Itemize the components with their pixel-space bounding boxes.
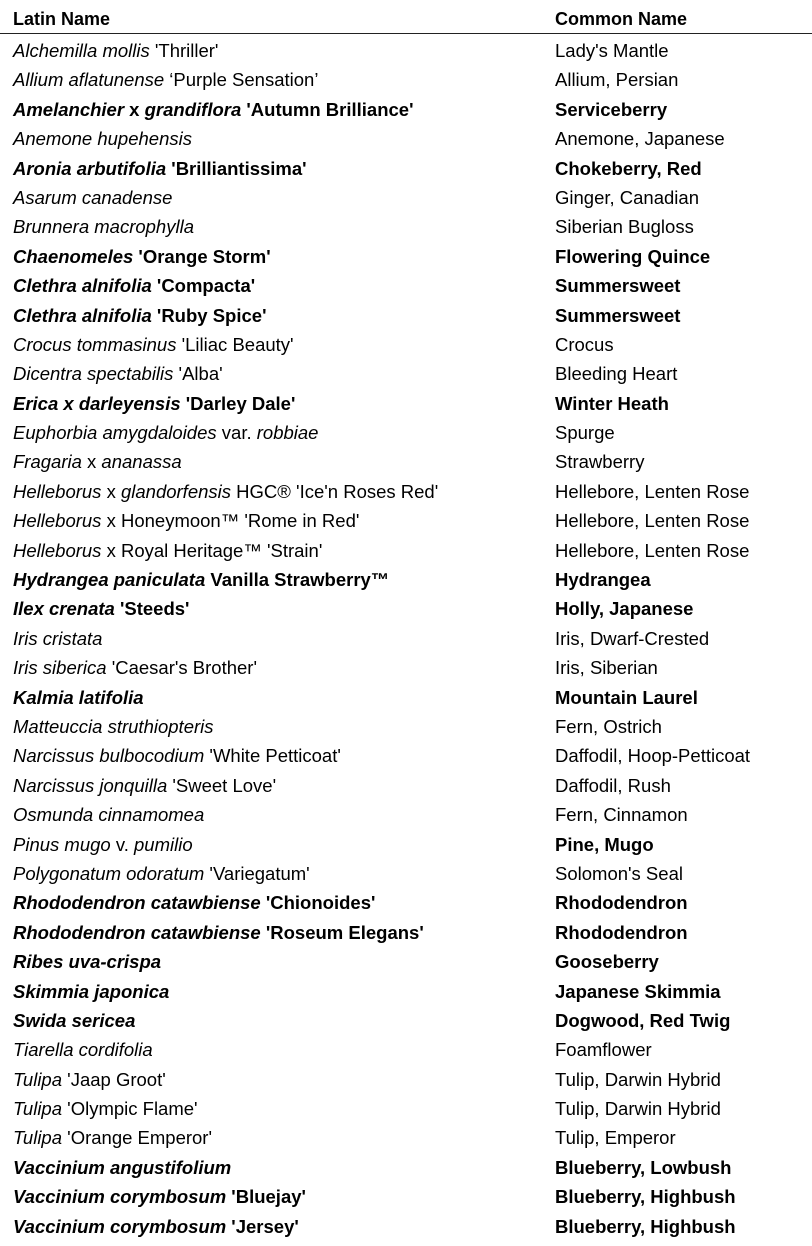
table-row bbox=[0, 242, 812, 271]
latin-name-text: v. bbox=[110, 833, 134, 855]
latin-name-cell bbox=[13, 536, 322, 565]
latin-name-text: x Royal Heritage™ 'Strain' bbox=[101, 539, 323, 561]
table-row bbox=[0, 506, 812, 535]
table-row bbox=[0, 741, 812, 770]
latin-name-cell bbox=[13, 771, 276, 800]
latin-name-text: 'Roseum Elegans' bbox=[260, 921, 424, 943]
latin-name-header: Latin Name bbox=[13, 9, 111, 29]
latin-name-cell bbox=[13, 183, 172, 212]
table-row bbox=[0, 212, 812, 241]
latin-name-cell bbox=[13, 418, 318, 447]
latin-name-italic: pumilio bbox=[134, 833, 193, 855]
table-row bbox=[0, 1065, 812, 1094]
latin-name-text: x bbox=[101, 480, 121, 502]
latin-name-italic: Helleborus bbox=[13, 480, 102, 502]
table-row bbox=[0, 389, 812, 418]
latin-name-cell bbox=[13, 154, 307, 183]
latin-name-text: 'Steeds' bbox=[114, 598, 190, 620]
latin-name-cell bbox=[13, 565, 389, 594]
latin-name-cell bbox=[13, 65, 318, 94]
latin-name-cell bbox=[13, 1006, 135, 1035]
latin-name-text: var. bbox=[216, 422, 257, 444]
table-row bbox=[0, 330, 812, 359]
latin-name-italic: Aronia arbutifolia bbox=[13, 157, 167, 179]
common-name-cell: Summersweet bbox=[555, 275, 681, 297]
table-row bbox=[0, 447, 812, 476]
latin-name-cell bbox=[13, 301, 266, 330]
latin-name-cell bbox=[13, 947, 161, 976]
latin-name-italic: Vaccinium corymbosum bbox=[13, 1186, 227, 1208]
table-row bbox=[0, 95, 812, 124]
latin-name-cell bbox=[13, 389, 295, 418]
latin-name-italic: Helleborus bbox=[13, 510, 102, 532]
common-name-cell: Mountain Laurel bbox=[555, 686, 698, 708]
latin-name-italic: Allium aflatunense bbox=[13, 69, 165, 91]
latin-name-cell bbox=[13, 653, 257, 682]
common-name-cell: Rhododendron bbox=[555, 892, 688, 914]
latin-name-text: 'Ruby Spice' bbox=[151, 304, 267, 326]
table-row bbox=[0, 653, 812, 682]
latin-name-text: 'Jaap Groot' bbox=[62, 1068, 166, 1090]
latin-name-italic: Fragaria bbox=[13, 451, 82, 473]
common-name-cell: Spurge bbox=[555, 422, 615, 444]
table-row bbox=[0, 418, 812, 447]
common-name-cell: Tulip, Darwin Hybrid bbox=[555, 1068, 721, 1090]
table-row bbox=[0, 918, 812, 947]
common-name-cell: Daffodil, Hoop-Petticoat bbox=[555, 745, 751, 767]
latin-name-italic: Amelanchier bbox=[13, 98, 125, 120]
table-row bbox=[0, 65, 812, 94]
latin-name-text: 'Compacta' bbox=[151, 275, 256, 297]
latin-name-text: 'Orange Storm' bbox=[133, 245, 271, 267]
table-row bbox=[0, 771, 812, 800]
latin-name-italic: grandiflora bbox=[144, 98, 242, 120]
latin-name-cell bbox=[13, 977, 169, 1006]
table-row bbox=[0, 536, 812, 565]
latin-name-italic: Rhododendron catawbiense bbox=[13, 892, 261, 914]
latin-name-cell bbox=[13, 888, 375, 917]
table-row bbox=[0, 36, 812, 65]
latin-name-italic: Euphorbia amygdaloides bbox=[13, 422, 217, 444]
latin-name-italic: Iris siberica bbox=[13, 657, 107, 679]
latin-name-italic: Tiarella cordifolia bbox=[13, 1039, 153, 1061]
latin-name-cell bbox=[13, 1153, 231, 1182]
latin-name-italic: robbiae bbox=[256, 422, 319, 444]
latin-name-text: 'Bluejay' bbox=[226, 1186, 306, 1208]
latin-name-cell bbox=[13, 36, 218, 65]
latin-name-italic: Polygonatum odoratum bbox=[13, 862, 205, 884]
latin-name-italic: Dicentra spectabilis bbox=[13, 363, 174, 385]
latin-name-text: 'Autumn Brilliance' bbox=[241, 98, 414, 120]
latin-name-cell bbox=[13, 1065, 166, 1094]
table-row bbox=[0, 359, 812, 388]
table-row bbox=[0, 830, 812, 859]
table-row bbox=[0, 624, 812, 653]
table-row bbox=[0, 477, 812, 506]
latin-name-text: 'Orange Emperor' bbox=[62, 1127, 213, 1149]
common-name-cell: Iris, Dwarf-Crested bbox=[555, 627, 710, 649]
common-name-cell: Summersweet bbox=[555, 304, 681, 326]
common-name-cell: Allium, Persian bbox=[555, 69, 679, 91]
latin-name-italic: Rhododendron catawbiense bbox=[13, 921, 261, 943]
latin-name-cell bbox=[13, 741, 341, 770]
latin-name-text: 'Sweet Love' bbox=[167, 774, 277, 796]
latin-name-italic: Alchemilla mollis bbox=[13, 40, 150, 61]
latin-name-cell bbox=[13, 1182, 306, 1211]
latin-name-cell bbox=[13, 330, 294, 359]
table-row bbox=[0, 1006, 812, 1035]
latin-name-cell bbox=[13, 1123, 212, 1152]
common-name-cell: Hellebore, Lenten Rose bbox=[555, 480, 750, 502]
latin-name-italic: Ilex crenata bbox=[13, 598, 115, 620]
table-row bbox=[0, 1212, 812, 1241]
latin-name-text: HGC® 'Ice'n Roses Red' bbox=[231, 480, 439, 502]
latin-name-cell bbox=[13, 242, 271, 271]
latin-name-cell bbox=[13, 359, 223, 388]
latin-name-cell bbox=[13, 1212, 299, 1241]
common-name-cell: Iris, Siberian bbox=[555, 657, 658, 679]
latin-name-text: x bbox=[81, 451, 102, 473]
latin-name-italic: Narcissus jonquilla bbox=[13, 774, 168, 796]
common-name-cell: Daffodil, Rush bbox=[555, 774, 671, 796]
latin-name-cell bbox=[13, 212, 194, 241]
common-name-header: Common Name bbox=[555, 9, 688, 29]
plant-table-body bbox=[0, 36, 812, 1241]
common-name-cell: Strawberry bbox=[555, 451, 645, 473]
latin-name-text: 'Variegatum' bbox=[204, 862, 310, 884]
latin-name-text: ‘Purple Sensation’ bbox=[164, 69, 319, 91]
latin-name-italic: Kalmia latifolia bbox=[13, 686, 144, 708]
latin-name-text: x Honeymoon™ 'Rome in Red' bbox=[101, 510, 360, 532]
latin-name-italic: Crocus tommasinus bbox=[13, 333, 177, 355]
latin-name-cell bbox=[13, 506, 359, 535]
latin-name-text: 'Darley Dale' bbox=[180, 392, 296, 414]
latin-name-italic: Tulipa bbox=[13, 1068, 63, 1090]
latin-name-italic: Vaccinium angustifolium bbox=[13, 1156, 232, 1178]
latin-name-italic: Anemone hupehensis bbox=[13, 128, 192, 150]
latin-name-cell bbox=[13, 447, 182, 476]
latin-name-cell bbox=[13, 800, 204, 829]
common-name-cell: Chokeberry, Red bbox=[555, 157, 702, 179]
table-row bbox=[0, 1123, 812, 1152]
latin-name-italic: Iris cristata bbox=[13, 627, 103, 649]
latin-name-cell bbox=[13, 594, 189, 623]
latin-name-cell bbox=[13, 1094, 198, 1123]
common-name-cell: Gooseberry bbox=[555, 951, 659, 973]
latin-name-italic: Helleborus bbox=[13, 539, 102, 561]
table-row bbox=[0, 977, 812, 1006]
latin-name-cell bbox=[13, 477, 438, 506]
latin-name-text: x bbox=[124, 98, 145, 120]
latin-name-italic: Brunnera macrophylla bbox=[13, 216, 194, 238]
common-name-cell: Tulip, Darwin Hybrid bbox=[555, 1098, 721, 1120]
latin-name-italic: Tulipa bbox=[13, 1098, 63, 1120]
table-row bbox=[0, 1035, 812, 1064]
latin-name-cell bbox=[13, 712, 214, 741]
latin-name-italic: Narcissus bulbocodium bbox=[13, 745, 205, 767]
common-name-cell: Winter Heath bbox=[555, 392, 669, 414]
table-row bbox=[0, 565, 812, 594]
common-name-cell: Serviceberry bbox=[555, 98, 668, 120]
common-name-cell: Blueberry, Highbush bbox=[555, 1215, 736, 1237]
latin-name-text: 'Alba' bbox=[173, 363, 223, 385]
latin-name-text: 'Chionoides' bbox=[260, 892, 376, 914]
table-row bbox=[0, 947, 812, 976]
common-name-cell: Rhododendron bbox=[555, 921, 688, 943]
latin-name-cell bbox=[13, 95, 414, 124]
common-name-cell: Foamflower bbox=[555, 1039, 652, 1061]
latin-name-italic: Clethra alnifolia bbox=[13, 304, 152, 326]
common-name-cell: Blueberry, Highbush bbox=[555, 1186, 736, 1208]
table-row bbox=[0, 800, 812, 829]
common-name-cell: Japanese Skimmia bbox=[555, 980, 721, 1002]
latin-name-text: 'Olympic Flame' bbox=[62, 1098, 198, 1120]
common-name-cell: Hellebore, Lenten Rose bbox=[555, 510, 750, 532]
latin-name-italic: Ribes uva-crispa bbox=[13, 951, 162, 973]
latin-name-italic: Chaenomeles bbox=[13, 245, 134, 267]
latin-name-text: 'Liliac Beauty' bbox=[176, 333, 294, 355]
latin-name-italic: Vaccinium corymbosum bbox=[13, 1215, 227, 1237]
common-name-cell: Pine, Mugo bbox=[555, 833, 654, 855]
common-name-cell: Blueberry, Lowbush bbox=[555, 1156, 732, 1178]
latin-name-text: 'Thriller' bbox=[149, 40, 219, 61]
latin-name-cell bbox=[13, 830, 193, 859]
latin-name-text: 'Jersey' bbox=[226, 1215, 299, 1237]
latin-name-italic: Skimmia japonica bbox=[13, 980, 170, 1002]
common-name-cell: Ginger, Canadian bbox=[555, 186, 699, 208]
common-name-cell: Hydrangea bbox=[555, 569, 651, 591]
common-name-cell: Fern, Ostrich bbox=[555, 715, 662, 737]
latin-name-text: Vanilla Strawberry™ bbox=[205, 569, 390, 591]
latin-name-italic: ananassa bbox=[101, 451, 182, 473]
table-row bbox=[0, 1153, 812, 1182]
latin-name-italic: Tulipa bbox=[13, 1127, 63, 1149]
latin-name-italic: Erica x darleyensis bbox=[13, 392, 181, 414]
common-name-cell: Crocus bbox=[555, 333, 614, 355]
common-name-cell: Hellebore, Lenten Rose bbox=[555, 539, 750, 561]
table-row bbox=[0, 271, 812, 300]
common-name-cell: Fern, Cinnamon bbox=[555, 804, 688, 826]
latin-name-italic: Hydrangea paniculata bbox=[13, 569, 206, 591]
table-row bbox=[0, 859, 812, 888]
common-name-cell: Lady's Mantle bbox=[555, 40, 669, 61]
common-name-cell: Anemone, Japanese bbox=[555, 128, 725, 150]
latin-name-cell bbox=[13, 859, 310, 888]
latin-name-cell bbox=[13, 624, 102, 653]
table-row bbox=[0, 1094, 812, 1123]
table-header bbox=[0, 0, 812, 34]
latin-name-text: 'Caesar's Brother' bbox=[106, 657, 257, 679]
table-row bbox=[0, 888, 812, 917]
table-row bbox=[0, 124, 812, 153]
latin-name-italic: Asarum canadense bbox=[13, 186, 173, 208]
common-name-cell: Bleeding Heart bbox=[555, 363, 678, 385]
table-row bbox=[0, 712, 812, 741]
table-row bbox=[0, 154, 812, 183]
common-name-cell: Holly, Japanese bbox=[555, 598, 694, 620]
table-row bbox=[0, 183, 812, 212]
latin-name-cell bbox=[13, 271, 255, 300]
latin-name-cell bbox=[13, 1035, 153, 1064]
latin-name-text: 'Brilliantissima' bbox=[166, 157, 307, 179]
latin-name-italic: Clethra alnifolia bbox=[13, 275, 152, 297]
common-name-cell: Flowering Quince bbox=[555, 245, 711, 267]
table-row bbox=[0, 683, 812, 712]
latin-name-cell bbox=[13, 124, 192, 153]
common-name-cell: Solomon's Seal bbox=[555, 862, 683, 884]
table-row bbox=[0, 1182, 812, 1211]
latin-name-cell bbox=[13, 918, 424, 947]
table-row bbox=[0, 594, 812, 623]
table-row bbox=[0, 301, 812, 330]
latin-name-italic: Swida sericea bbox=[13, 1009, 136, 1031]
latin-name-italic: Pinus mugo bbox=[13, 833, 111, 855]
latin-name-text: 'White Petticoat' bbox=[204, 745, 341, 767]
latin-name-cell bbox=[13, 683, 144, 712]
common-name-cell: Dogwood, Red Twig bbox=[555, 1009, 731, 1031]
latin-name-italic: glandorfensis bbox=[120, 480, 232, 502]
latin-name-italic: Osmunda cinnamomea bbox=[13, 804, 205, 826]
latin-name-italic: Matteuccia struthiopteris bbox=[13, 715, 214, 737]
common-name-cell: Tulip, Emperor bbox=[555, 1127, 676, 1149]
common-name-cell: Siberian Bugloss bbox=[555, 216, 694, 238]
